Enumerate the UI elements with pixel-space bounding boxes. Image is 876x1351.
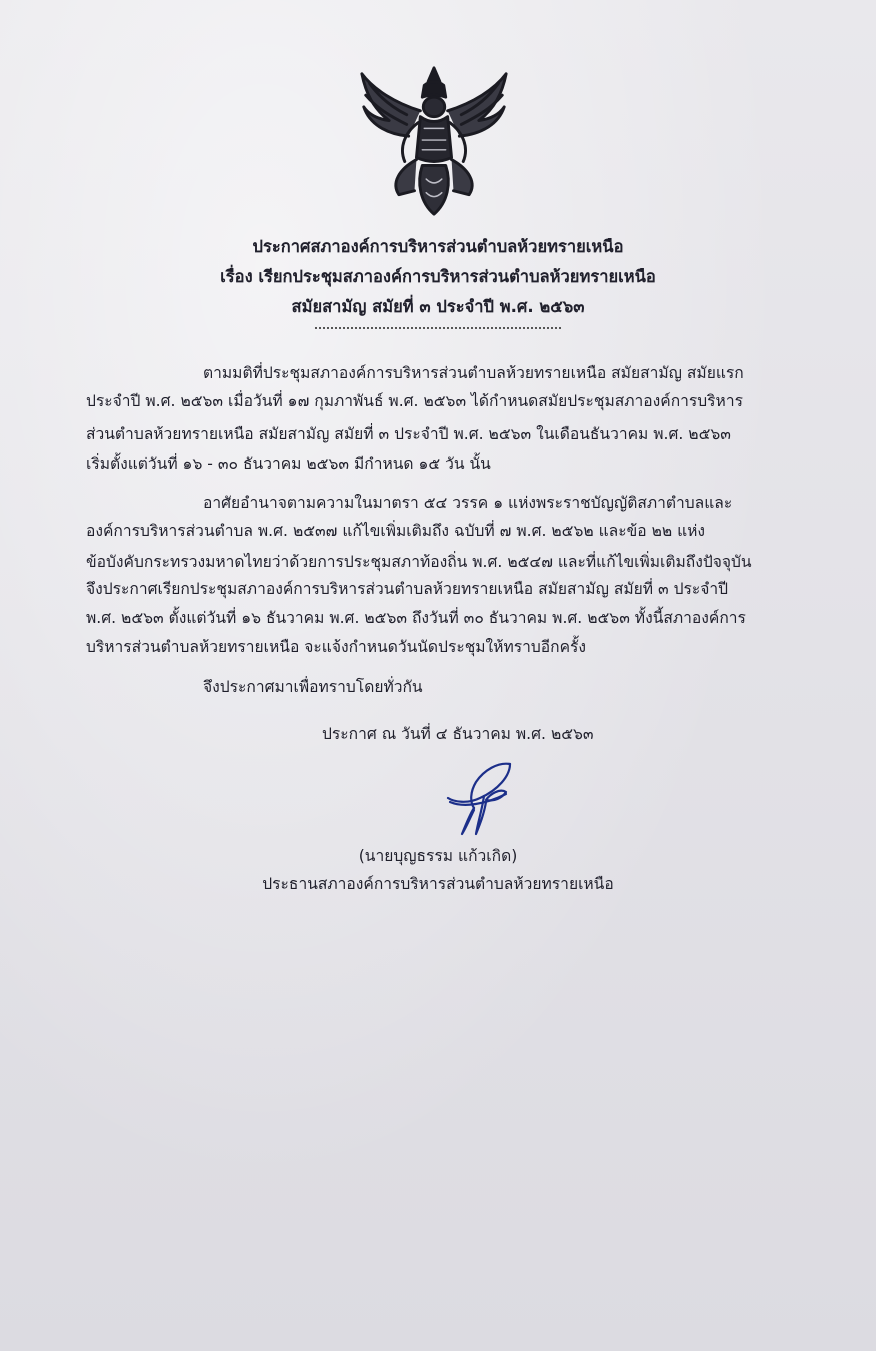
announcement-date: ประกาศ ณ วันที่ ๔ ธันวาคม พ.ศ. ๒๕๖๓ [322, 725, 594, 743]
paragraph-2-line-1: อาศัยอำนาจตามความในมาตรา ๕๔ วรรค ๑ แห่งพระราชบัญญัติสภาตำบลและ [203, 494, 733, 512]
garuda-emblem-icon [356, 62, 512, 222]
paragraph-1-line-1: ตามมติที่ประชุมสภาองค์การบริหารส่วนตำบลห้วยทรายเหนือ สมัยสามัญ สมัยแรก [203, 364, 744, 382]
paragraph-2-line-2: องค์การบริหารส่วนตำบล พ.ศ. ๒๕๓๗ แก้ไขเพิ่มเติมถึง ฉบับที่ ๗ พ.ศ. ๒๕๖๒ และข้อ ๒๒ แห่ง [86, 522, 706, 540]
handwritten-signature-icon [440, 758, 520, 838]
paragraph-1-line-4: เริ่มตั้งแต่วันที่ ๑๖ - ๓๐ ธันวาคม ๒๕๖๓ มีกำหนด ๑๕ วัน นั้น [86, 455, 491, 473]
paragraph-2-line-6: บริหารส่วนตำบลห้วยทรายเหนือ จะแจ้งกำหนดวันนัดประชุมให้ทราบอีกครั้ง [86, 638, 586, 656]
header-divider [315, 327, 561, 329]
announcement-session: สมัยสามัญ สมัยที่ ๓ ประจำปี พ.ศ. ๒๕๖๓ [291, 297, 585, 316]
announcement-subject: เรื่อง เรียกประชุมสภาองค์การบริหารส่วนตำบลห้วยทรายเหนือ [220, 267, 656, 286]
signatory-position: ประธานสภาองค์การบริหารส่วนตำบลห้วยทรายเหนือ [262, 875, 614, 893]
paragraph-2-line-4: จึงประกาศเรียกประชุมสภาองค์การบริหารส่วนตำบลห้วยทรายเหนือ สมัยสามัญ สมัยที่ ๓ ประจำปี [86, 580, 729, 598]
paragraph-2-line-5: พ.ศ. ๒๕๖๓ ตั้งแต่วันที่ ๑๖ ธันวาคม พ.ศ. ๒๕๖๓ ถึงวันที่ ๓๐ ธันวาคม พ.ศ. ๒๕๖๓ ทั้งนี้สภาองค์การ [86, 609, 746, 627]
paragraph-1-line-2: ประจำปี พ.ศ. ๒๕๖๓ เมื่อวันที่ ๑๗ กุมภาพันธ์ พ.ศ. ๒๕๖๓ ได้กำหนดสมัยประชุมสภาองค์การบริหาร [86, 392, 743, 410]
closing-statement: จึงประกาศมาเพื่อทราบโดยทั่วกัน [203, 678, 423, 696]
signatory-name: (นายบุญธรรม แก้วเกิด) [358, 847, 518, 865]
paragraph-1-line-3: ส่วนตำบลห้วยทรายเหนือ สมัยสามัญ สมัยที่ ๓ ประจำปี พ.ศ. ๒๕๖๓ ในเดือนธันวาคม พ.ศ. ๒๕๖๓ [86, 425, 731, 443]
announcement-title: ประกาศสภาองค์การบริหารส่วนตำบลห้วยทรายเหนือ [252, 237, 624, 256]
paragraph-2-line-3: ข้อบังคับกระทรวงมหาดไทยว่าด้วยการประชุมสภาท้องถิ่น พ.ศ. ๒๕๔๗ และที่แก้ไขเพิ่มเติมถึงปัจจุบัน [86, 553, 752, 571]
